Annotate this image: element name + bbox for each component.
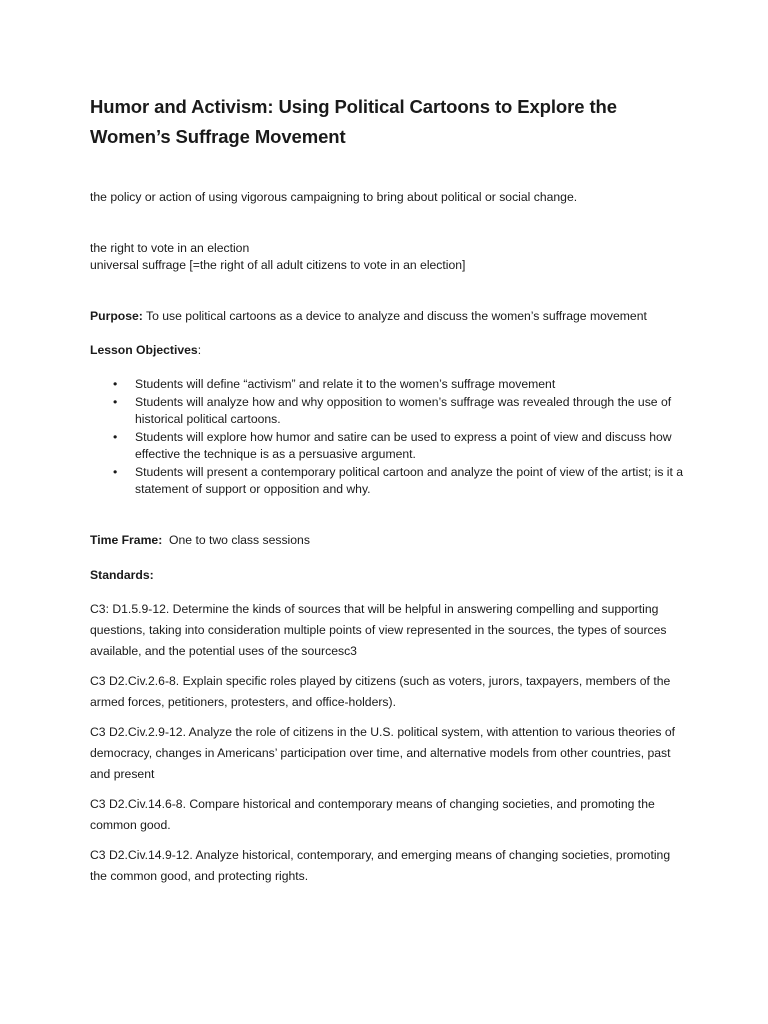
list-item [90, 376, 695, 394]
bullet-icon: • [113, 377, 118, 391]
objective-text: Students will analyze how and why opposition to women’s suffrage was revealed through the use of historical political cartoons. [135, 394, 672, 426]
purpose-label: Purpose: [90, 309, 143, 323]
bullet-icon: • [113, 429, 118, 444]
suffrage-definition-line2: universal suffrage [=the right of all adult citizens to vote in an election] [90, 258, 466, 272]
objectives-heading [90, 342, 690, 359]
objective-text: Students will explore how humor and satire can be used to express a point of view and discuss how effective the technique is as a persuasive argument. [135, 429, 672, 461]
timeframe-paragraph [90, 532, 690, 549]
objectives-colon: : [197, 343, 202, 357]
page-title: Humor and Activism: Using Political Cartoons to Explore the Women’s Suffrage Movement [90, 96, 617, 147]
standard-item: C3: D1.5.9-12. Determine the kinds of sources that will be helpful in answering compelling and supporting questions, taking into consideration multiple points of view represented in the sources, the types of sources available, and the potential uses of the sourcesc3 [90, 601, 667, 658]
purpose-text: To use political cartoons as a device to analyze and discuss the women’s suffrage movement [142, 309, 647, 323]
objectives-list [90, 376, 690, 499]
document-page [90, 92, 690, 887]
standard-item: C3 D2.Civ.2.9-12. Analyze the role of citizens in the U.S. political system, with attention to various theories of democracy, changes in Americans’ participation over time, and alternative models from other countries, past and present [90, 724, 676, 781]
purpose-paragraph [90, 308, 690, 325]
standard-item: C3 D2.Civ.14.6-8. Compare historical and contemporary means of changing societies, and promoting the common good. [90, 796, 655, 832]
objective-text: Students will present a contemporary political cartoon and analyze the point of view of the artist; is it a statement of support or opposition and why. [135, 464, 684, 496]
bullet-icon: • [113, 464, 118, 479]
objective-text: Students will define “activism” and relate it to the women’s suffrage movement [135, 377, 556, 391]
timeframe-text: One to two class sessions [162, 532, 310, 547]
standard-item: C3 D2.Civ.2.6-8. Explain specific roles played by citizens (such as voters, jurors, taxpayers, members of the armed forces, petitioners, protesters, and office-holders). [90, 673, 671, 709]
standards-heading: Standards: [90, 567, 154, 582]
standard-item: C3 D2.Civ.14.9-12. Analyze historical, contemporary, and emerging means of changing societies, promoting the common good, and protecting rights. [90, 847, 671, 883]
objectives-label: Lesson Objectives [90, 343, 198, 357]
list-item [90, 464, 695, 499]
list-item [90, 394, 695, 429]
list-item [90, 429, 695, 464]
activism-definition: the policy or action of using vigorous campaigning to bring about political or social change. [90, 190, 578, 204]
timeframe-label: Time Frame: [90, 532, 163, 547]
bullet-icon: • [113, 394, 118, 409]
suffrage-definition-line1: the right to vote in an election [90, 241, 250, 255]
